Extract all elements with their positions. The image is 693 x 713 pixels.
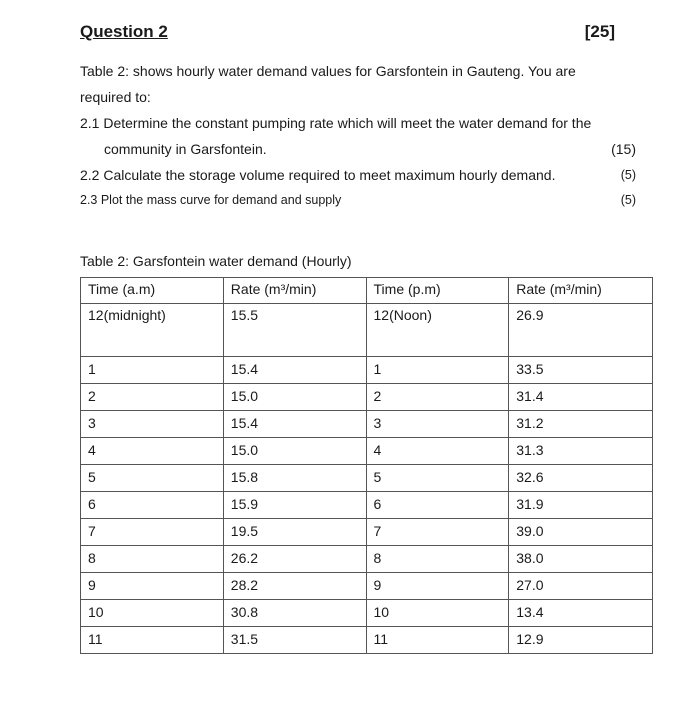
- cell-rate-am: 15.5: [223, 304, 366, 357]
- cell-time-pm: 4: [366, 438, 509, 465]
- table-row: [81, 600, 653, 627]
- cell-time-am: 1: [81, 357, 224, 384]
- table-row: [81, 304, 653, 357]
- cell-time-pm: 7: [366, 519, 509, 546]
- cell-rate-am: 31.5: [223, 627, 366, 654]
- cell-time-am: 9: [81, 573, 224, 600]
- cell-time-am: 4: [81, 438, 224, 465]
- cell-rate-am: 15.0: [223, 438, 366, 465]
- task-2-3-marks: (5): [620, 193, 636, 207]
- cell-rate-pm: 31.2: [509, 411, 653, 438]
- cell-rate-am: 15.0: [223, 384, 366, 411]
- cell-time-pm: 11: [366, 627, 509, 654]
- table-row: [81, 546, 653, 573]
- table-row: [81, 492, 653, 519]
- cell-time-am: 12(midnight): [81, 304, 224, 357]
- cell-rate-am: 26.2: [223, 546, 366, 573]
- cell-time-am: 2: [81, 384, 224, 411]
- intro-line-2: required to:: [80, 89, 151, 105]
- cell-rate-pm: 13.4: [509, 600, 653, 627]
- cell-time-am: 7: [81, 519, 224, 546]
- table-caption: Table 2: Garsfontein water demand (Hourly): [80, 253, 352, 269]
- cell-rate-pm: 31.9: [509, 492, 653, 519]
- header-time-am: Time (a.m): [81, 278, 224, 304]
- cell-time-am: 10: [81, 600, 224, 627]
- cell-rate-pm: 33.5: [509, 357, 653, 384]
- cell-time-am: 6: [81, 492, 224, 519]
- water-demand-table: [80, 277, 653, 654]
- cell-time-pm: 9: [366, 573, 509, 600]
- question-marks: [25]: [584, 22, 615, 41]
- cell-rate-am: 15.4: [223, 411, 366, 438]
- table-row: [81, 573, 653, 600]
- question-title: Question 2: [80, 22, 168, 41]
- cell-rate-am: 15.4: [223, 357, 366, 384]
- cell-rate-am: 15.8: [223, 465, 366, 492]
- cell-time-pm: 6: [366, 492, 509, 519]
- cell-rate-pm: 31.4: [509, 384, 653, 411]
- task-2-2-text: 2.2 Calculate the storage volume required to meet maximum hourly demand.: [80, 167, 556, 183]
- cell-rate-pm: 31.3: [509, 438, 653, 465]
- table-row: [81, 519, 653, 546]
- intro-line-1: Table 2: shows hourly water demand values for Garsfontein in Gauteng. You are: [80, 63, 576, 79]
- task-2-2-marks: (5): [620, 168, 636, 182]
- cell-time-pm: 10: [366, 600, 509, 627]
- cell-rate-pm: 32.6: [509, 465, 653, 492]
- cell-time-pm: 5: [366, 465, 509, 492]
- cell-rate-am: 28.2: [223, 573, 366, 600]
- cell-time-am: 3: [81, 411, 224, 438]
- table-row: [81, 384, 653, 411]
- task-2-1-marks: (15): [611, 141, 636, 157]
- cell-time-pm: 12(Noon): [366, 304, 509, 357]
- cell-rate-am: 15.9: [223, 492, 366, 519]
- table-row: [81, 438, 653, 465]
- table-row: [81, 465, 653, 492]
- cell-rate-pm: 26.9: [509, 304, 653, 357]
- table-row: [81, 627, 653, 654]
- cell-time-pm: 1: [366, 357, 509, 384]
- cell-rate-am: 30.8: [223, 600, 366, 627]
- cell-rate-am: 19.5: [223, 519, 366, 546]
- cell-time-pm: 8: [366, 546, 509, 573]
- cell-time-pm: 2: [366, 384, 509, 411]
- table-row: [81, 357, 653, 384]
- header-rate-am: Rate (m³/min): [223, 278, 366, 304]
- header-rate-pm: Rate (m³/min): [509, 278, 653, 304]
- header-time-pm: Time (p.m): [366, 278, 509, 304]
- cell-time-am: 8: [81, 546, 224, 573]
- table-header-row: [81, 278, 653, 304]
- cell-rate-pm: 12.9: [509, 627, 653, 654]
- task-2-1-text: 2.1 Determine the constant pumping rate which will meet the water demand for the: [80, 115, 592, 131]
- task-2-1-text-cont: community in Garsfontein.: [104, 141, 267, 157]
- table-row: [81, 411, 653, 438]
- cell-rate-pm: 27.0: [509, 573, 653, 600]
- cell-time-am: 11: [81, 627, 224, 654]
- cell-time-pm: 3: [366, 411, 509, 438]
- cell-time-am: 5: [81, 465, 224, 492]
- task-2-3-text: 2.3 Plot the mass curve for demand and supply: [80, 193, 342, 207]
- cell-rate-pm: 38.0: [509, 546, 653, 573]
- cell-rate-pm: 39.0: [509, 519, 653, 546]
